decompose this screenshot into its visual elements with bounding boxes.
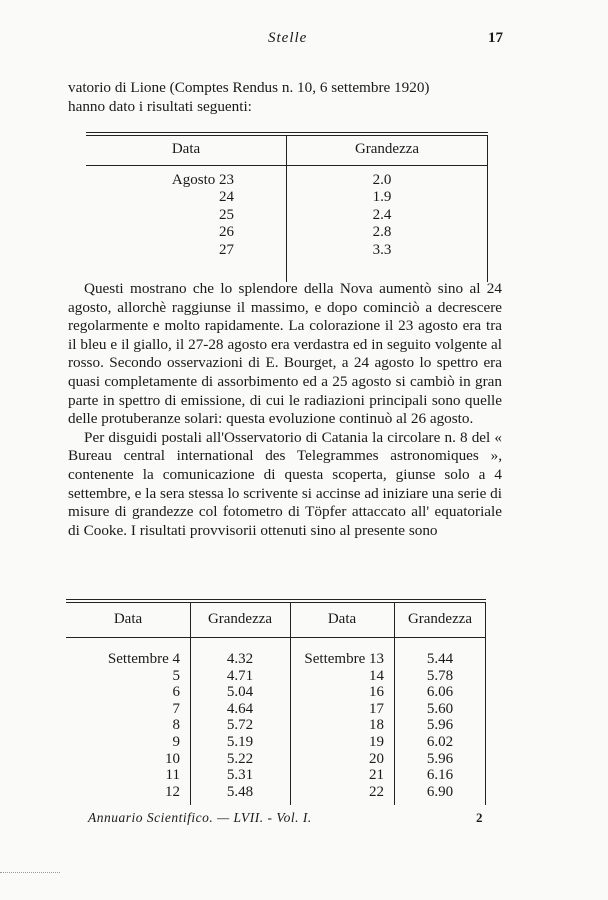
table-cell: Settembre 13 <box>304 651 384 667</box>
table-cell: 7 <box>172 700 180 717</box>
right-value-column <box>394 651 486 800</box>
value-column <box>354 172 410 259</box>
table-cell: Agosto 23 <box>171 172 234 188</box>
table-cell: 26 <box>219 224 234 241</box>
table-cell: 19 <box>369 733 384 750</box>
table-cell: 5.44 <box>426 651 454 667</box>
page-number: 17 <box>488 30 503 46</box>
table-cell: 20 <box>369 750 384 767</box>
table-cell: 4.64 <box>226 700 254 717</box>
header-data-right: Data <box>327 611 357 627</box>
header-data-left: Data <box>113 611 143 627</box>
table-cell: 3.3 <box>372 241 392 258</box>
table-cell: 6 <box>172 684 180 701</box>
table-cell: 14 <box>369 667 384 684</box>
left-date-column <box>72 651 180 800</box>
table-cell: 5.04 <box>226 684 254 701</box>
intro-line: vatorio di Lione (Comptes Rendus n. 10, 6 settembre 1920) <box>68 79 430 96</box>
table-cell: 1.9 <box>372 189 392 206</box>
intro-text <box>68 79 502 116</box>
table-cell: 25 <box>219 206 234 223</box>
table-cell: 2.4 <box>372 206 392 223</box>
table-cell: 10 <box>165 750 180 767</box>
table-cell: 21 <box>369 767 384 784</box>
table-cell: 12 <box>165 783 180 800</box>
table-cell: 5.78 <box>426 667 454 684</box>
table-cell: 5.31 <box>226 767 254 784</box>
table-rule <box>66 599 486 600</box>
header-grandezza-right: Grandezza <box>407 611 473 627</box>
table-cell: 6.16 <box>426 767 454 784</box>
table-cell: 6.02 <box>426 733 454 750</box>
table-cell: Settembre 4 <box>107 651 180 667</box>
table-cell: 22 <box>369 783 384 800</box>
table-divider <box>290 602 291 805</box>
table-cell: 18 <box>369 717 384 734</box>
table-rule <box>86 165 488 166</box>
running-title: Stelle <box>268 30 308 46</box>
header-grandezza: Grandezza <box>354 141 420 157</box>
header-grandezza-left: Grandezza <box>207 611 273 627</box>
table-cell: 27 <box>219 241 234 258</box>
table-cell: 4.32 <box>226 651 254 667</box>
table-cell: 5.96 <box>426 750 454 767</box>
header-data: Data <box>171 141 201 157</box>
footer-text: Annuario Scientifico. — LVII. - Vol. I. <box>88 810 312 825</box>
signature-mark: 2 <box>476 810 483 825</box>
table-rule <box>86 132 488 133</box>
table-cell: 11 <box>165 767 180 784</box>
table-cell: 4.71 <box>226 667 254 684</box>
intro-line: hanno dato i risultati seguenti: <box>68 97 252 115</box>
right-date-column <box>294 651 384 800</box>
table-agosto <box>86 132 488 282</box>
table-cell: 5.22 <box>226 750 254 767</box>
table-cell: 9 <box>172 733 180 750</box>
table-cell: 8 <box>172 717 180 734</box>
table-cell: 5.60 <box>426 700 454 717</box>
paragraph: Questi mostrano che lo splendore della Nova aumentò sino al 24 agosto, allorchè raggiunse il massimo, e dopo cominciò a decrescere regolarmente e molto rapidamente. La colorazione il 23 agosto era tra il bleu e il giallo, il 27-28 agosto era verdastra ed in seguito volgente al rosso. Secondo osservazioni di E. Bourget, a 24 agosto lo spettro era quasi completamente di assorbimento ed a 25 agosto si cambiò in gran parte in spettro di emissione, di cui le radiazioni principali sono quelle delle protuberanze solari: questa evoluzione continuò al 26 agosto. <box>68 280 502 428</box>
table-cell: 5.48 <box>226 783 254 800</box>
table-cell: 24 <box>219 189 234 206</box>
table-rule <box>66 602 486 603</box>
table-cell: 17 <box>369 700 384 717</box>
table-cell: 5 <box>172 667 180 684</box>
table-cell: 5.19 <box>226 733 254 750</box>
table-cell: 2.0 <box>372 172 392 188</box>
paragraph: Per disguidi postali all'Osservatorio di Catania la circolare n. 8 del « Bureau central international des Telegrammes astronomiques », contenente la comunicazione di questa scoperta, giunse solo a 4 settembre, e la sera stessa lo scrivente si accinse ad iniziare una serie di misure di grandezze col fotometro di Töpfer attaccato all' equatoriale di Cooke. I risultati provvisorii ottenuti sino al presente sono <box>68 428 502 539</box>
page-edge-mark <box>0 872 60 873</box>
table-rule <box>66 637 486 638</box>
table-cell: 6.06 <box>426 684 454 701</box>
body-text <box>68 280 502 540</box>
table-cell: 16 <box>369 684 384 701</box>
table-cell: 5.72 <box>226 717 254 734</box>
table-cell: 2.8 <box>372 224 392 241</box>
table-settembre <box>66 599 486 805</box>
table-rule <box>86 135 488 136</box>
left-value-column <box>190 651 290 800</box>
date-column <box>156 172 234 259</box>
table-cell: 6.90 <box>426 783 454 800</box>
table-cell: 5.96 <box>426 717 454 734</box>
